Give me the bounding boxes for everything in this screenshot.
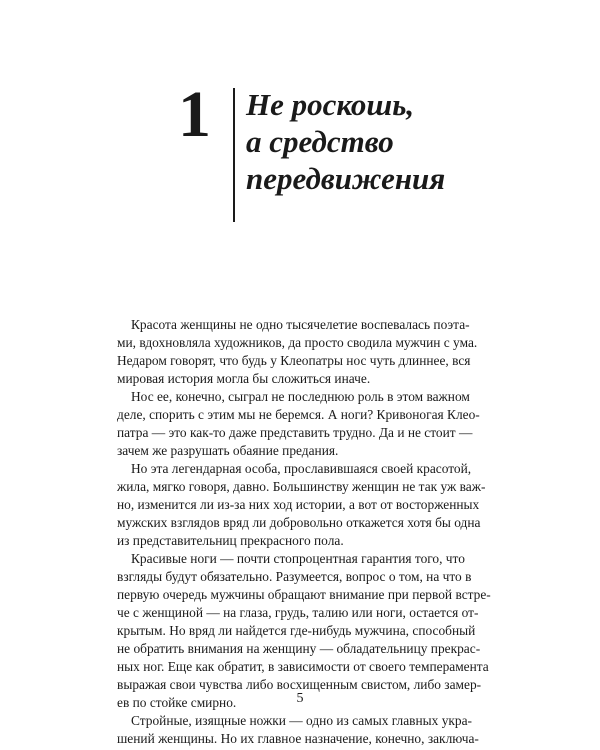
text-line: мужских взглядов вряд ли добровольно откажется хотя бы одна: [117, 515, 481, 530]
text-line: шений женщины. Но их главное назначение, конечно, заключа-: [117, 731, 479, 746]
chapter-divider: [233, 88, 235, 222]
text-line: ми, вдохновляла художников, да просто сводила мужчин с ума.: [117, 335, 478, 350]
text-line: жила, мягко говоря, давно. Большинству женщин не так уж важ-: [117, 479, 486, 494]
chapter-title-line: Не роскошь,: [246, 87, 415, 122]
text-line: но, изменится ли из-за них ход истории, а вот от восторженных: [117, 497, 480, 512]
text-line: Недаром говорят, что будь у Клеопатры нос чуть длиннее, вся: [117, 353, 471, 368]
text-line: деле, спорить с этим мы не беремся. А ноги? Кривоногая Клео-: [117, 407, 480, 422]
text-line: мировая история могла бы сложиться иначе.: [117, 371, 371, 386]
page-number: 5: [296, 691, 304, 706]
text-line: выражая свои чувства либо восхищенным свистом, либо замер-: [117, 677, 482, 692]
text-line: Нос ее, конечно, сыграл не последнюю роль в этом важном: [131, 389, 470, 404]
text-line: Стройные, изящные ножки — одно из самых главных укра-: [131, 713, 473, 728]
text-line: Красота женщины не одно тысячелетие воспевалась поэта-: [131, 317, 470, 332]
text-line: не обратить внимания на женщину — обладательницу прекрас-: [117, 641, 481, 656]
text-line: ных ног. Еще как обратит, в зависимости от своего темперамента: [117, 659, 489, 674]
text-line: из представительниц прекрасного пола.: [117, 533, 344, 548]
text-line: че с женщиной — на глаза, грудь, талию или ноги, остается от-: [117, 605, 479, 620]
text-line: патра — это как-то даже представить трудно. Да и не стоит —: [117, 425, 473, 440]
text-line: Но эта легендарная особа, прославившаяся своей красотой,: [131, 461, 472, 476]
chapter-title-line: передвижения: [246, 161, 446, 196]
text-line: зачем же разрушать обаяние предания.: [117, 443, 339, 458]
text-line: первую очередь мужчины обращают внимание при первой встре-: [117, 587, 491, 602]
chapter-title: [246, 86, 445, 197]
body-text: [117, 316, 491, 748]
text-line: взгляды будут обязательно. Разумеется, вопрос о том, на что в: [117, 569, 472, 584]
chapter-header: [0, 0, 600, 230]
text-line: ев по стойке смирно.: [117, 695, 237, 710]
text-line: крытым. Но вряд ли найдется где-нибудь мужчина, способный: [117, 623, 476, 638]
text-line: Красивые ноги — почти стопроцентная гарантия того, что: [131, 551, 465, 566]
chapter-number: 1: [178, 78, 211, 151]
chapter-title-line: а средство: [246, 124, 394, 159]
